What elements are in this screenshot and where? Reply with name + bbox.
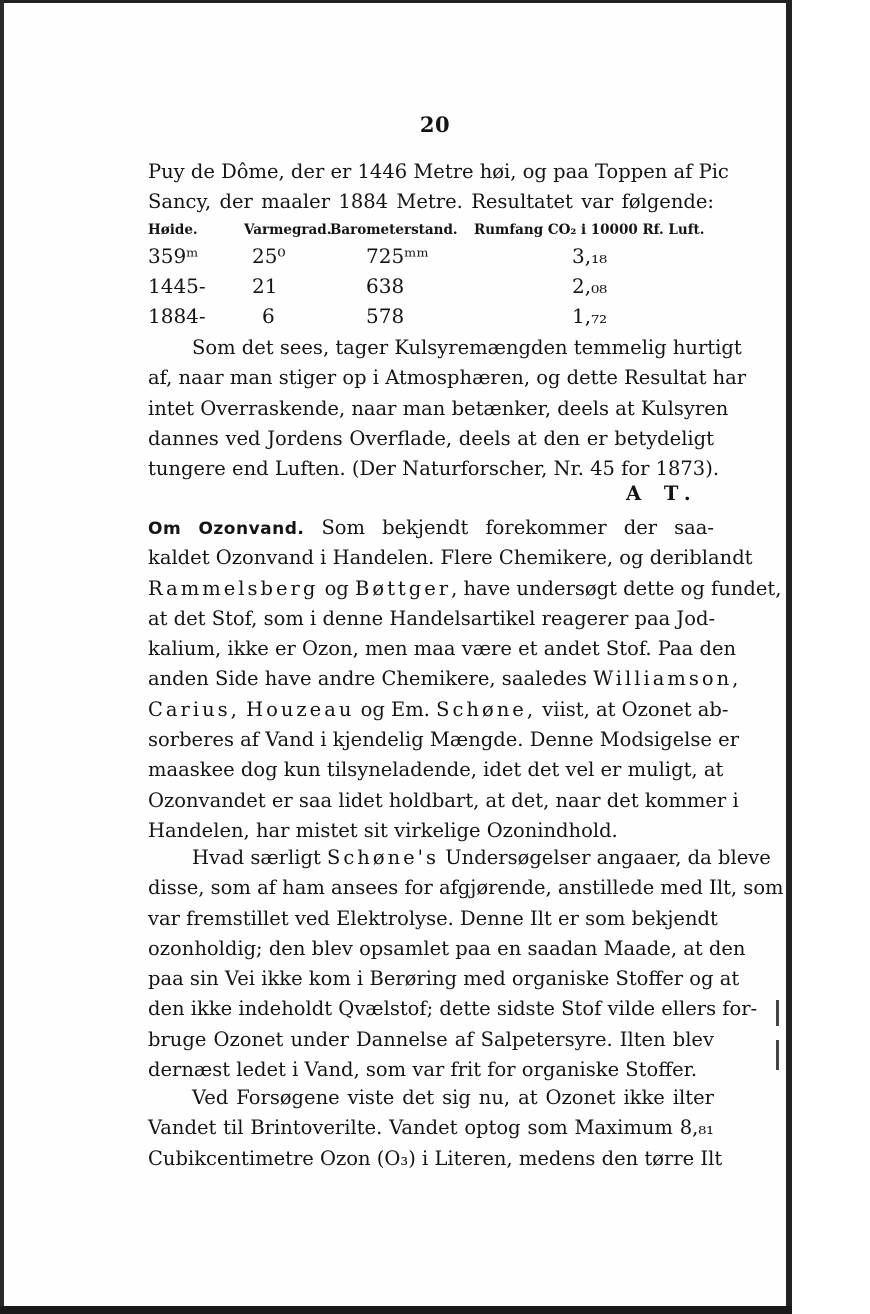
table-cell: 1,₇₂ bbox=[572, 304, 608, 328]
text-span: Som bekjendt forekommer der saa- bbox=[321, 516, 714, 539]
table-row bbox=[148, 244, 714, 274]
table-cell: 725ᵐᵐ bbox=[366, 244, 429, 268]
name-schone: Schøne's bbox=[326, 846, 440, 869]
text-line: Handelen, har mistet sit virkelige Ozonindhold. bbox=[148, 818, 618, 842]
section-heading: Om Ozonvand. bbox=[148, 519, 305, 539]
text-line: Som det sees, tager Kulsyremængden temmelig hurtigt bbox=[192, 336, 742, 359]
text-line bbox=[148, 843, 771, 873]
col-header-barometer: Barometerstand. bbox=[330, 222, 458, 238]
text-line: var fremstillet ved Elektrolyse. Denne Ilt er som bekjendt bbox=[148, 906, 718, 930]
name-rammelsberg: Rammelsberg bbox=[148, 576, 319, 600]
text-line: bruge Ozonet under Dannelse af Salpetersyre. Ilten blev bbox=[148, 1027, 714, 1051]
name-bottger: Bøttger bbox=[355, 576, 452, 600]
col-header-temperature: Varmegrad. bbox=[244, 222, 332, 238]
data-table bbox=[148, 222, 714, 334]
table-cell: 21 bbox=[252, 274, 278, 298]
table-cell: 3,₁₈ bbox=[572, 244, 608, 268]
table-cell: 6 bbox=[262, 304, 275, 328]
name-williamson: Williamson, bbox=[593, 667, 742, 691]
text-line: dannes ved Jordens Overflade, deels at den er betydeligt bbox=[148, 426, 714, 450]
table-cell: 359ᵐ bbox=[148, 244, 199, 268]
text-line: intet Overraskende, naar man betænker, deels at Kulsyren bbox=[148, 396, 729, 420]
text-line: Ved Forsøgene viste det sig nu, at Ozonet ikke ilter bbox=[192, 1086, 714, 1109]
text-line: paa sin Vei ikke kom i Berøring med organiske Stoffer og at bbox=[148, 967, 740, 991]
text-span: viist, at Ozonet ab- bbox=[542, 697, 729, 721]
text-span: , have undersøgt dette og fundet, bbox=[451, 576, 782, 600]
scan-edge-fragment bbox=[776, 1000, 779, 1026]
paragraph-schone bbox=[148, 843, 784, 1085]
text-line: Cubikcentimetre Ozon (O₃) i Literen, medens den tørre Ilt bbox=[148, 1146, 723, 1170]
table-row bbox=[148, 274, 714, 304]
text-line: at det Stof, som i denne Handelsartikel reagerer paa Jod- bbox=[148, 606, 716, 630]
scan-edge-fragment bbox=[776, 1040, 779, 1070]
paragraph-co2 bbox=[148, 333, 747, 484]
text-line: Sancy, der maaler 1884 Metre. Resultatet var følgende: bbox=[148, 190, 714, 214]
text-line: ozonholdig; den blev opsamlet paa en saadan Maade, at den bbox=[148, 936, 746, 960]
text-line: kaldet Ozonvand i Handelen. Flere Chemikere, og deriblandt bbox=[148, 546, 753, 570]
name-houzeau: Houzeau bbox=[246, 697, 355, 721]
table-header bbox=[148, 222, 714, 244]
table-cell: 638 bbox=[366, 274, 405, 298]
intro-text bbox=[148, 157, 729, 218]
text-span: anden Side have andre Chemikere, saaledes bbox=[148, 667, 587, 691]
text-line: sorberes af Vand i kjendelig Mængde. Denne Modsigelse er bbox=[148, 728, 740, 752]
text-line: disse, som af ham ansees for afgjørende, anstillede med Ilt, som bbox=[148, 876, 784, 900]
name-schone: Schøne, bbox=[436, 697, 537, 721]
text-span: Hvad særligt bbox=[192, 846, 321, 869]
col-header-co2: Rumfang CO₂ i 10000 Rf. Luft. bbox=[474, 222, 705, 238]
author-initials: A T. bbox=[626, 482, 699, 505]
col-header-height: Høide. bbox=[148, 222, 198, 238]
table-cell: 1884- bbox=[148, 304, 206, 328]
table-cell: 578 bbox=[366, 304, 405, 328]
text-line: kalium, ikke er Ozon, men maa være et andet Stof. Paa den bbox=[148, 637, 737, 661]
text-line: af, naar man stiger op i Atmosphæren, og dette Resultat har bbox=[148, 366, 747, 390]
scan-edge-bottom bbox=[0, 1306, 792, 1314]
text-line: Vandet til Brintoverilte. Vandet optog som Maximum 8,₈₁ bbox=[148, 1116, 714, 1140]
text-line: dernæst ledet i Vand, som var frit for organiske Stoffer. bbox=[148, 1058, 698, 1082]
text-line: Puy de Dôme, der er 1446 Metre høi, og paa Toppen af Pic bbox=[148, 160, 729, 183]
table-row bbox=[148, 304, 714, 334]
scan-edge-right bbox=[786, 0, 792, 1314]
text-line bbox=[148, 695, 729, 725]
table-cell: 2,₀₈ bbox=[572, 274, 608, 298]
text-line: den ikke indeholdt Qvælstof; dette sidste Stof vilde ellers for- bbox=[148, 997, 758, 1021]
text-line bbox=[148, 664, 742, 694]
text-line: Ozonvandet er saa lidet holdbart, at det, naar det kommer i bbox=[148, 788, 739, 812]
table-cell: 25⁰ bbox=[252, 244, 286, 268]
text-line bbox=[148, 574, 782, 604]
text-line: tungere end Luften. (Der Naturforscher, Nr. 45 for 1873). bbox=[148, 457, 720, 481]
scan-edge-top bbox=[0, 0, 792, 3]
text-span: og bbox=[324, 576, 349, 600]
text-span: og Em. bbox=[360, 697, 430, 721]
table-cell: 1445- bbox=[148, 274, 206, 298]
scan-edge-left bbox=[0, 0, 4, 1314]
name-carius: Carius, bbox=[148, 697, 240, 721]
section-ozonvand bbox=[148, 513, 782, 846]
paragraph-experiments bbox=[148, 1083, 723, 1174]
text-span: Undersøgelser angaaer, da bleve bbox=[445, 846, 771, 869]
page-number: 20 bbox=[419, 112, 451, 137]
text-line: maaskee dog kun tilsyneladende, idet det vel er muligt, at bbox=[148, 758, 724, 782]
text-line bbox=[148, 513, 714, 543]
